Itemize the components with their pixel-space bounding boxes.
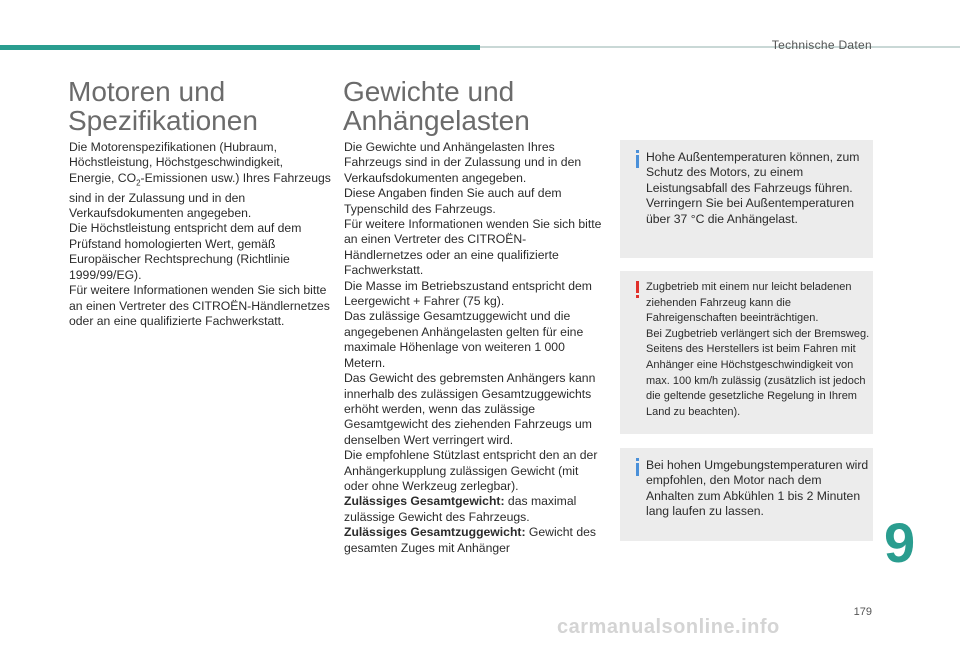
chapter-number: 9 [884, 511, 916, 574]
engines-heading-line2: Spezifikationen [68, 105, 258, 136]
info-note-text: Hohe Außentemperaturen können, zum Schutz des Motors, zu einem Leistungsabfall des Fahrzeugs führen. Verringern Sie bei Außentemperaturen über 37 °C die Anhängelast. [646, 150, 860, 226]
section-label: Technische Daten [771, 38, 872, 52]
engines-heading [68, 77, 328, 135]
weights-paragraph-5: Das zulässige Gesamtzuggewicht und die angegebenen Anhängelasten gelten für eine maximale Höhenlage von weiteren 1 000 Metern. [344, 309, 584, 370]
warning-note-text [646, 280, 870, 420]
engines-paragraph-3: Für weitere Informationen wenden Sie sich bitte an einen Vertreter des CITROËN-Händlernetzes oder an eine qualifizierte Fachwerkstatt. [69, 283, 330, 328]
info-note-text: Bei hohen Umgebungstemperaturen wird empfohlen, den Motor nach dem Anhalten zum Abkühlen 1 bis 2 Minuten lang laufen zu lassen. [646, 458, 869, 519]
engines-p1-part1: Die Motorenspezifikationen (Hubraum, Höchstleistung, Höchstgeschwindigkeit, Energie, CO [69, 140, 284, 185]
weights-paragraph-1: Die Gewichte und Anhängelasten Ihres Fahrzeugs sind in der Zulassung und in den Verkaufsdokumenten angegeben. [344, 140, 582, 185]
engines-heading-line1: Motoren und [68, 76, 226, 107]
gross-weight-term: Zulässiges Gesamtgewicht: [344, 494, 505, 509]
weights-paragraph-7: Die empfohlene Stützlast entspricht den an der Anhängerkupplung zulässigen Gewicht (mit oder ohne Werkzeug zerlegbar). [344, 448, 598, 493]
gross-weight-definition: das maximal zulässige Gewicht des Fahrzeugs. [344, 494, 577, 524]
weights-paragraph-8 [344, 494, 604, 525]
warning-icon [630, 279, 644, 298]
info-icon [630, 148, 644, 168]
gross-train-weight-definition: Gewicht des gesamten Zuges mit Anhänger [344, 525, 596, 555]
warning-note-line-3: Seitens des Herstellers ist beim Fahren mit Anhänger eine Höchstgeschwindigkeit von max. 100 km/h zulässig (zusätzlich ist jedoch die geltende gesetzliche Regelung in Ihrem Land zu beachten). [646, 343, 866, 418]
weights-paragraph-2: Diese Angaben finden Sie auch auf dem Typenschild des Fahrzeugs. [344, 186, 562, 216]
weights-paragraph-6: Das Gewicht des gebremsten Anhängers kann innerhalb des zulässigen Gesamtzuggewichts erhöht werden, wenn das zulässige Gesamtgewicht des ziehenden Fahrzeugs um denselben Wert verringert wird. [344, 371, 596, 447]
info-icon [630, 456, 644, 476]
weights-heading-line1: Gewichte und [343, 76, 515, 107]
warning-note-line-2: Bei Zugbetrieb verlängert sich der Bremsweg. [646, 327, 870, 340]
info-note-cooling [620, 448, 873, 541]
info-note-temperature [620, 140, 873, 258]
engines-text [69, 140, 331, 329]
warning-note-towing [620, 271, 873, 434]
warning-note-line-1: Zugbetrieb mit einem nur leicht beladenen ziehenden Fahrzeug kann die Fahreigenschaften beeinträchtigen. [646, 281, 852, 325]
header-divider-line [480, 46, 960, 48]
weights-paragraph-4: Die Masse im Betriebszustand entspricht dem Leergewicht + Fahrer (75 kg). [344, 278, 592, 309]
weights-paragraph-3: Für weitere Informationen wenden Sie sich bitte an einen Vertreter des CITROËN-Händlernetzes oder an eine qualifizierte Fachwerkstatt. [344, 217, 602, 278]
weights-text [344, 140, 604, 556]
co2-subscript: 2 [136, 178, 141, 188]
engines-paragraph-1 [69, 140, 331, 221]
weights-heading-line2: Anhängelasten [343, 105, 530, 136]
engines-p1-part2: -Emissionen usw.) Ihres Fahrzeugs sind in der Zulassung und in den Verkaufsdokumenten angegeben. [69, 170, 331, 221]
weights-paragraph-9 [344, 525, 604, 556]
gross-train-weight-term: Zulässiges Gesamtzuggewicht: [344, 525, 526, 540]
page-number: 179 [853, 606, 872, 618]
header-accent-bar [0, 45, 480, 50]
engines-paragraph-2: Die Höchstleistung entspricht dem auf dem Prüfstand homologierten Wert, gemäß Europäischer Rechtsprechung (Richtlinie 1999/99/EG). [69, 221, 302, 282]
weights-heading [343, 77, 603, 135]
watermark: carmanualsonline.info [557, 616, 780, 638]
